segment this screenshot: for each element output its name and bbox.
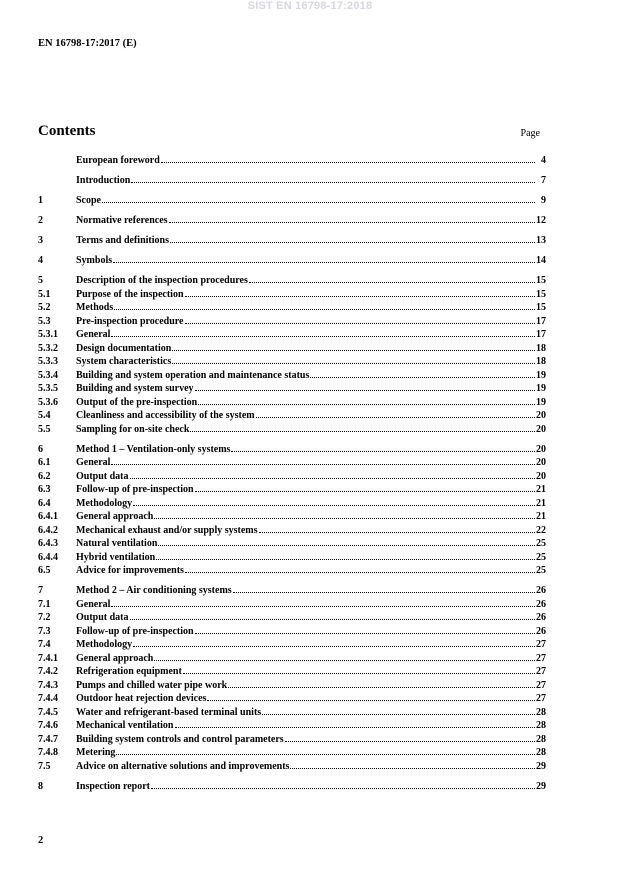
toc-dot-leader [233, 591, 535, 593]
toc-dot-leader [175, 726, 536, 728]
toc-entry-title: Pumps and chilled water pipe work [76, 679, 228, 691]
toc-entry-title: Refrigeration equipment [76, 666, 182, 677]
toc-entry[interactable] [38, 301, 546, 315]
toc-dot-leader [259, 531, 535, 533]
toc-entry[interactable] [38, 154, 546, 168]
toc-entry[interactable] [38, 665, 546, 679]
toc-entry-title: Advice for improvements [76, 565, 184, 576]
toc-entry[interactable] [38, 456, 546, 470]
toc-entry[interactable] [38, 760, 546, 774]
toc-entry[interactable] [38, 234, 546, 248]
toc-entry-page: 27 [536, 666, 546, 677]
toc-entry-title: Normative references [76, 215, 168, 226]
toc-entry-number: 6.5 [38, 565, 51, 576]
toc-entry-page: 26 [536, 598, 546, 610]
toc-entry-title: Terms and definitions [76, 235, 169, 246]
toc-entry-number: 7.4.4 [38, 693, 58, 704]
toc-dot-leader [172, 362, 535, 364]
toc-entry-title: Method 1 – Ventilation-only systems [76, 443, 231, 455]
toc-entry-number: 5.3.6 [38, 396, 58, 408]
toc-entry-page: 15 [536, 275, 546, 286]
toc-entry-title: Follow-up of pre-inspection [76, 484, 194, 495]
toc-entry[interactable] [38, 537, 546, 551]
toc-entry-page: 29 [536, 760, 546, 772]
toc-entry-page: 9 [541, 195, 546, 206]
toc-entry-title: Natural ventilation [76, 538, 158, 549]
toc-entry-number: 6.4.2 [38, 524, 58, 536]
toc-entry-number: 5.3.4 [38, 369, 58, 381]
toc-entry-page: 4 [541, 155, 546, 166]
toc-entry-page: 26 [536, 585, 546, 596]
document-id: EN 16798-17:2017 (E) [38, 38, 137, 49]
toc-entry-page: 21 [536, 511, 546, 522]
toc-entry-title: General [76, 329, 111, 340]
toc-dot-leader [310, 376, 535, 378]
toc-entry-number: 7.1 [38, 598, 51, 610]
toc-entry[interactable] [38, 638, 546, 652]
toc-entry-page: 20 [536, 443, 546, 455]
toc-entry[interactable] [38, 719, 546, 733]
toc-entry-page: 20 [536, 423, 546, 435]
toc-entry-number: 7.4.7 [38, 733, 58, 745]
toc-dot-leader [262, 713, 535, 715]
toc-entry-title: General approach [76, 511, 154, 522]
toc-entry-number: 1 [38, 195, 43, 206]
toc-dot-leader [156, 558, 535, 560]
toc-entry-title: Mechanical exhaust and/or supply systems [76, 524, 258, 536]
toc-entry-title: Building and system survey [76, 383, 194, 394]
toc-entry[interactable] [38, 409, 546, 423]
toc-dot-leader [114, 308, 535, 310]
toc-entry-title: Methods [76, 302, 114, 313]
toc-entry-title: Metering [76, 747, 116, 758]
toc-entry[interactable] [38, 611, 546, 625]
toc-entry[interactable] [38, 254, 546, 268]
toc-entry-number: 6.2 [38, 470, 51, 482]
table-of-contents [38, 154, 546, 793]
toc-entry-page: 20 [536, 457, 546, 468]
toc-entry[interactable] [38, 564, 546, 578]
toc-dot-leader [195, 490, 535, 492]
toc-entry-page: 15 [536, 302, 546, 313]
toc-dot-leader [290, 767, 535, 769]
toc-entry-page: 27 [536, 652, 546, 664]
toc-entry-number: 7.4.2 [38, 666, 58, 677]
toc-entry-page: 27 [536, 693, 546, 704]
toc-entry-page: 15 [536, 288, 546, 300]
toc-entry-title: Scope [76, 195, 101, 206]
toc-entry[interactable] [38, 524, 546, 538]
toc-entry-title: Output data [76, 470, 129, 482]
toc-entry-page: 29 [536, 780, 546, 792]
toc-entry[interactable] [38, 288, 546, 302]
toc-entry-title: Design documentation [76, 342, 172, 354]
toc-entry[interactable] [38, 382, 546, 396]
toc-entry-title: General [76, 457, 111, 468]
toc-entry-title: Building system controls and control parameters [76, 733, 284, 745]
toc-entry-number: 6 [38, 443, 43, 455]
toc-entry-page: 13 [536, 235, 546, 246]
toc-dot-leader [161, 161, 535, 163]
toc-entry-page: 12 [536, 215, 546, 226]
toc-dot-leader [185, 295, 536, 297]
toc-entry-number: 8 [38, 780, 43, 792]
toc-entry[interactable] [38, 174, 546, 188]
toc-entry-page: 27 [536, 639, 546, 650]
toc-entry-number: 7 [38, 585, 43, 596]
toc-entry-page: 19 [536, 369, 546, 381]
toc-entry-title: Symbols [76, 255, 113, 266]
toc-entry-page: 19 [536, 383, 546, 394]
toc-entry-page: 28 [536, 733, 546, 745]
toc-dot-leader [169, 221, 535, 223]
toc-entry-page: 18 [536, 356, 546, 367]
toc-entry-page: 26 [536, 625, 546, 637]
toc-entry-number: 5.3.2 [38, 342, 58, 354]
contents-title: Contents [38, 123, 96, 139]
toc-entry[interactable] [38, 584, 546, 598]
toc-entry-number: 7.4.8 [38, 747, 58, 758]
toc-entry-number: 7.4.5 [38, 706, 58, 718]
toc-entry-number: 5.2 [38, 302, 51, 313]
toc-entry[interactable] [38, 733, 546, 747]
toc-entry-number: 5.3.5 [38, 383, 58, 394]
toc-dot-leader [185, 571, 535, 573]
toc-entry-page: 22 [536, 524, 546, 536]
toc-entry[interactable] [38, 510, 546, 524]
toc-entry-page: 7 [541, 175, 546, 186]
toc-entry-page: 17 [536, 315, 546, 327]
toc-dot-leader [130, 618, 535, 620]
toc-entry-page: 20 [536, 470, 546, 482]
toc-dot-leader [228, 686, 535, 688]
toc-dot-leader [249, 281, 535, 283]
watermark: SIST EN 16798-17:2018 [247, 0, 373, 12]
toc-entry-number: 5 [38, 275, 43, 286]
toc-dot-leader [111, 463, 535, 465]
toc-entry-number: 5.3.1 [38, 329, 58, 340]
page-column-label: Page [520, 128, 540, 139]
toc-entry-number: 5.3.3 [38, 356, 58, 367]
toc-entry-page: 21 [536, 497, 546, 509]
toc-entry-number: 7.3 [38, 625, 51, 637]
toc-entry-title: Pre-inspection procedure [76, 315, 184, 327]
toc-entry[interactable] [38, 396, 546, 410]
toc-dot-leader [113, 261, 535, 263]
toc-entry-number: 7.4.1 [38, 652, 58, 664]
toc-entry[interactable] [38, 746, 546, 760]
toc-entry-number: 7.4 [38, 639, 51, 650]
toc-entry[interactable] [38, 315, 546, 329]
toc-dot-leader [133, 645, 535, 647]
toc-entry[interactable] [38, 369, 546, 383]
toc-entry-number: 7.5 [38, 760, 51, 772]
toc-entry-number: 6.3 [38, 484, 51, 495]
toc-dot-leader [111, 605, 535, 607]
toc-entry-number: 6.4.1 [38, 511, 58, 522]
toc-dot-leader [195, 389, 535, 391]
toc-dot-leader [130, 477, 535, 479]
toc-entry-title: General approach [76, 652, 154, 664]
toc-entry[interactable] [38, 679, 546, 693]
toc-dot-leader [151, 787, 535, 789]
toc-dot-leader [154, 517, 535, 519]
toc-entry[interactable] [38, 443, 546, 457]
toc-entry[interactable] [38, 625, 546, 639]
toc-entry-number: 7.2 [38, 612, 51, 623]
toc-dot-leader [183, 672, 535, 674]
toc-entry[interactable] [38, 692, 546, 706]
toc-entry-page: 19 [536, 396, 546, 408]
page-number: 2 [38, 835, 44, 846]
toc-entry-title: Advice on alternative solutions and improvements [76, 760, 290, 772]
toc-dot-leader [195, 632, 535, 634]
toc-entry-title: Method 2 – Air conditioning systems [76, 585, 232, 596]
toc-entry-title: Introduction [76, 175, 131, 186]
toc-entry[interactable] [38, 328, 546, 342]
toc-entry[interactable] [38, 652, 546, 666]
toc-entry[interactable] [38, 194, 546, 208]
toc-entry-page: 21 [536, 484, 546, 495]
toc-dot-leader [102, 201, 535, 203]
toc-dot-leader [131, 181, 535, 183]
toc-dot-leader [172, 349, 535, 351]
toc-entry-number: 5.5 [38, 423, 51, 435]
toc-entry[interactable] [38, 342, 546, 356]
toc-dot-leader [158, 544, 535, 546]
toc-entry-title: General [76, 598, 111, 610]
toc-entry[interactable] [38, 598, 546, 612]
toc-dot-leader [170, 241, 535, 243]
toc-entry-page: 28 [536, 747, 546, 758]
toc-entry-number: 7.4.6 [38, 720, 58, 731]
toc-entry-page: 25 [536, 551, 546, 563]
toc-entry-title: System characteristics [76, 356, 172, 367]
toc-entry-page: 17 [536, 329, 546, 340]
toc-entry[interactable] [38, 780, 546, 794]
toc-dot-leader [116, 753, 535, 755]
toc-entry-number: 6.1 [38, 457, 51, 468]
toc-entry-title: Methodology [76, 639, 133, 650]
toc-entry-title: Inspection report [76, 780, 150, 792]
toc-entry-page: 28 [536, 720, 546, 731]
toc-dot-leader [133, 504, 535, 506]
toc-entry-page: 14 [536, 255, 546, 266]
toc-dot-leader [190, 430, 535, 432]
toc-entry-title: European foreword [76, 155, 160, 166]
toc-dot-leader [231, 450, 535, 452]
toc-entry-number: 6.4.4 [38, 551, 58, 563]
toc-entry[interactable] [38, 214, 546, 228]
toc-entry-title: Description of the inspection procedures [76, 275, 248, 286]
toc-dot-leader [207, 699, 535, 701]
toc-entry[interactable] [38, 355, 546, 369]
toc-entry[interactable] [38, 470, 546, 484]
toc-dot-leader [185, 322, 536, 324]
toc-entry-page: 26 [536, 612, 546, 623]
toc-entry-title: Mechanical ventilation [76, 720, 174, 731]
toc-entry-title: Cleanliness and accessibility of the system [76, 410, 255, 421]
toc-entry-title: Methodology [76, 497, 133, 509]
toc-entry-number: 5.1 [38, 288, 51, 300]
toc-dot-leader [111, 335, 535, 337]
toc-entry-page: 28 [536, 706, 546, 718]
toc-entry-title: Sampling for on-site check [76, 423, 190, 435]
toc-entry[interactable] [38, 274, 546, 288]
toc-entry-number: 6.4.3 [38, 538, 58, 549]
toc-entry[interactable] [38, 497, 546, 511]
toc-entry-number: 3 [38, 235, 43, 246]
toc-entry[interactable] [38, 483, 546, 497]
toc-dot-leader [256, 416, 535, 418]
toc-entry-title: Water and refrigerant-based terminal units [76, 706, 262, 718]
toc-entry-title: Building and system operation and maintenance status [76, 369, 310, 381]
toc-entry-page: 18 [536, 342, 546, 354]
toc-entry-number: 5.4 [38, 410, 51, 421]
toc-entry-number: 4 [38, 255, 43, 266]
toc-entry[interactable] [38, 706, 546, 720]
toc-entry-page: 25 [536, 565, 546, 576]
toc-entry-page: 20 [536, 410, 546, 421]
toc-entry-number: 7.4.3 [38, 679, 58, 691]
toc-entry-title: Output data [76, 612, 129, 623]
toc-entry-title: Purpose of the inspection [76, 288, 184, 300]
toc-entry-page: 25 [536, 538, 546, 549]
toc-entry[interactable] [38, 551, 546, 565]
toc-dot-leader [154, 659, 535, 661]
toc-entry-page: 27 [536, 679, 546, 691]
toc-entry-title: Follow-up of pre-inspection [76, 625, 194, 637]
toc-dot-leader [198, 403, 535, 405]
toc-entry-title: Outdoor heat rejection devices [76, 693, 207, 704]
toc-entry-number: 5.3 [38, 315, 51, 327]
toc-entry[interactable] [38, 423, 546, 437]
toc-entry-title: Output of the pre-inspection [76, 396, 198, 408]
toc-dot-leader [285, 740, 535, 742]
toc-entry-number: 6.4 [38, 497, 51, 509]
toc-entry-number: 2 [38, 215, 43, 226]
toc-entry-title: Hybrid ventilation [76, 551, 156, 563]
